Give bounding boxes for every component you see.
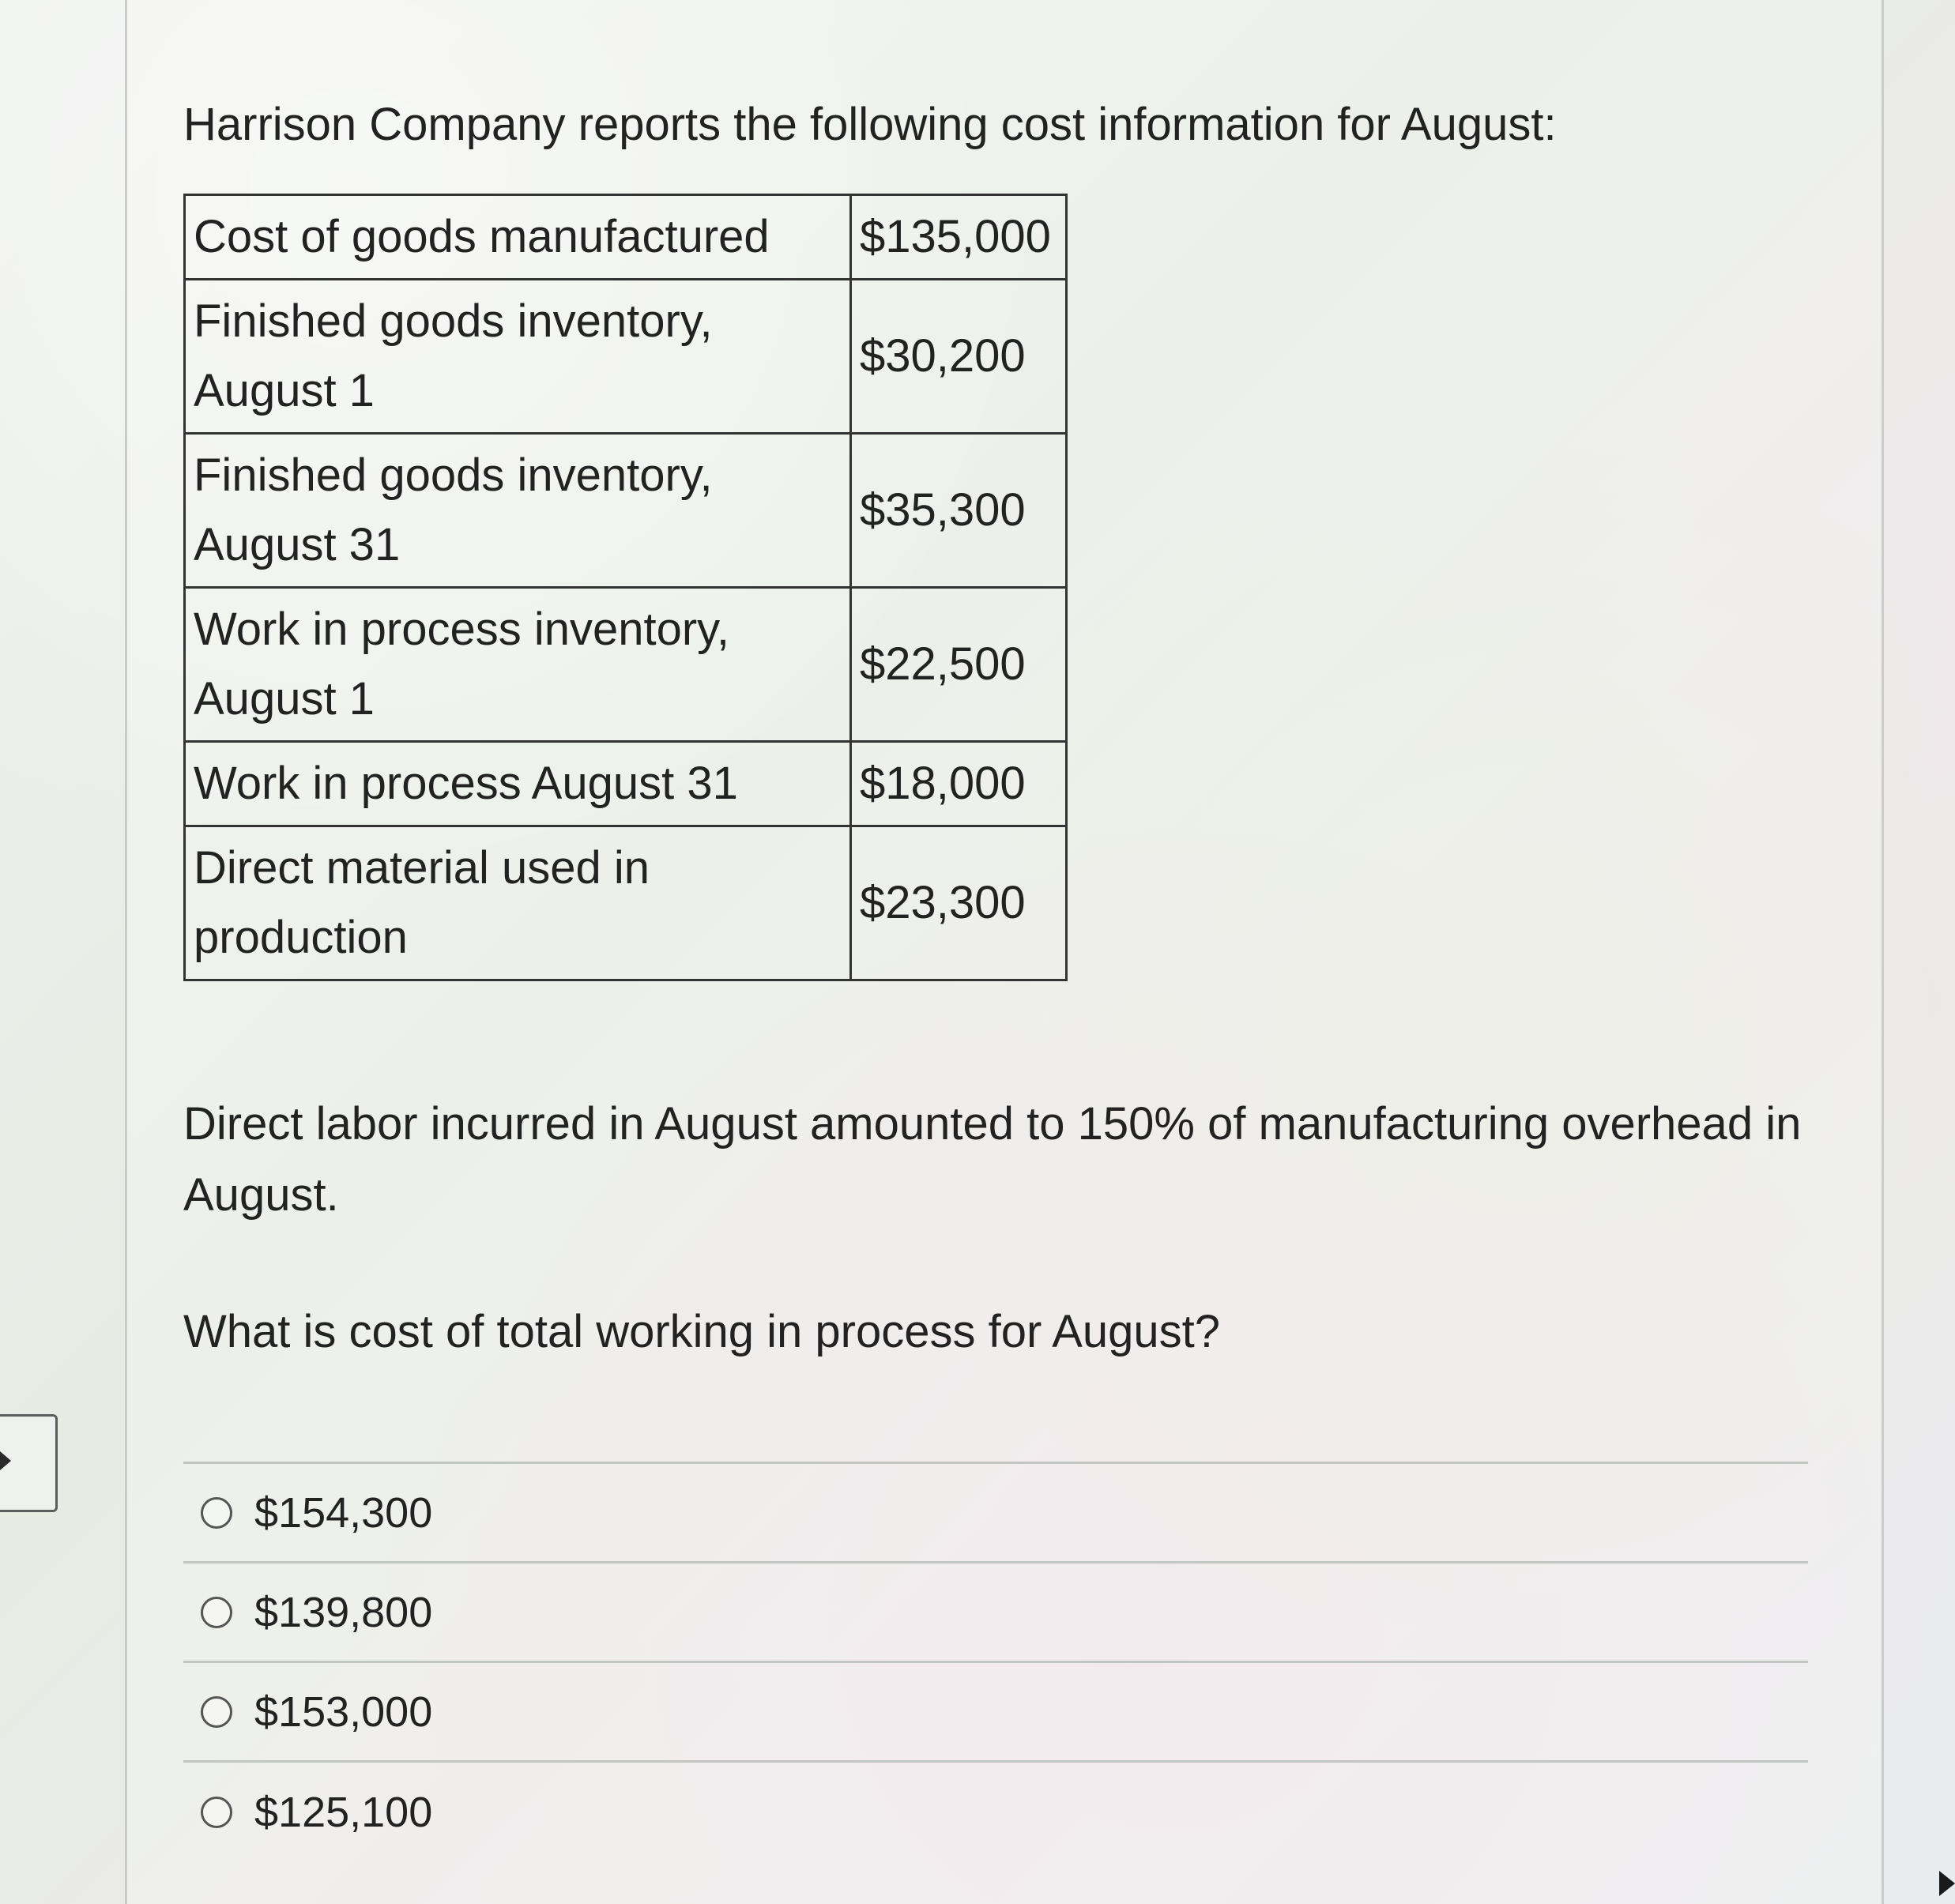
option-label: $154,300 [254, 1488, 433, 1537]
answer-option[interactable] [183, 1763, 1808, 1862]
answer-option[interactable] [183, 1563, 1808, 1663]
option-label: $153,000 [254, 1688, 433, 1736]
option-label: $139,800 [254, 1588, 433, 1636]
row-value: $30,200 [851, 280, 1067, 434]
radio-button[interactable] [201, 1797, 232, 1828]
option-label: $125,100 [254, 1789, 433, 1836]
direct-labor-statement: Direct labor incurred in August amounted to 150% of manufacturing overhead in August. [183, 1098, 1802, 1221]
table-row [185, 434, 1067, 588]
table-row [185, 742, 1067, 826]
row-label: Work in process inventory, August 1 [185, 588, 851, 742]
row-value: $135,000 [851, 195, 1067, 280]
radio-button[interactable] [201, 1696, 232, 1728]
answer-option[interactable] [183, 1663, 1808, 1763]
row-value: $22,500 [851, 588, 1067, 742]
cost-information-table [183, 194, 1068, 981]
answer-options [183, 1462, 1808, 1862]
row-label: Direct material used in production [185, 826, 851, 980]
row-value: $23,300 [851, 826, 1067, 980]
arrow-right-icon [0, 1451, 11, 1470]
row-label: Finished goods inventory, August 31 [185, 434, 851, 588]
radio-button[interactable] [201, 1497, 232, 1529]
row-label: Finished goods inventory, August 1 [185, 280, 851, 434]
mouse-cursor-icon [1939, 1871, 1955, 1896]
question-intro: Harrison Company reports the following cost information for August: [183, 99, 1557, 150]
table-row [185, 280, 1067, 434]
table-row [185, 195, 1067, 280]
row-label: Work in process August 31 [185, 742, 851, 826]
row-value: $18,000 [851, 742, 1067, 826]
answer-option[interactable] [183, 1464, 1808, 1563]
row-value: $35,300 [851, 434, 1067, 588]
row-label: Cost of goods manufactured [185, 195, 851, 280]
radio-button[interactable] [201, 1597, 232, 1628]
table-row [185, 826, 1067, 980]
question-prompt: What is cost of total working in process for August? [183, 1306, 1221, 1357]
table-row [185, 588, 1067, 742]
side-nav-tab[interactable] [0, 1414, 58, 1512]
